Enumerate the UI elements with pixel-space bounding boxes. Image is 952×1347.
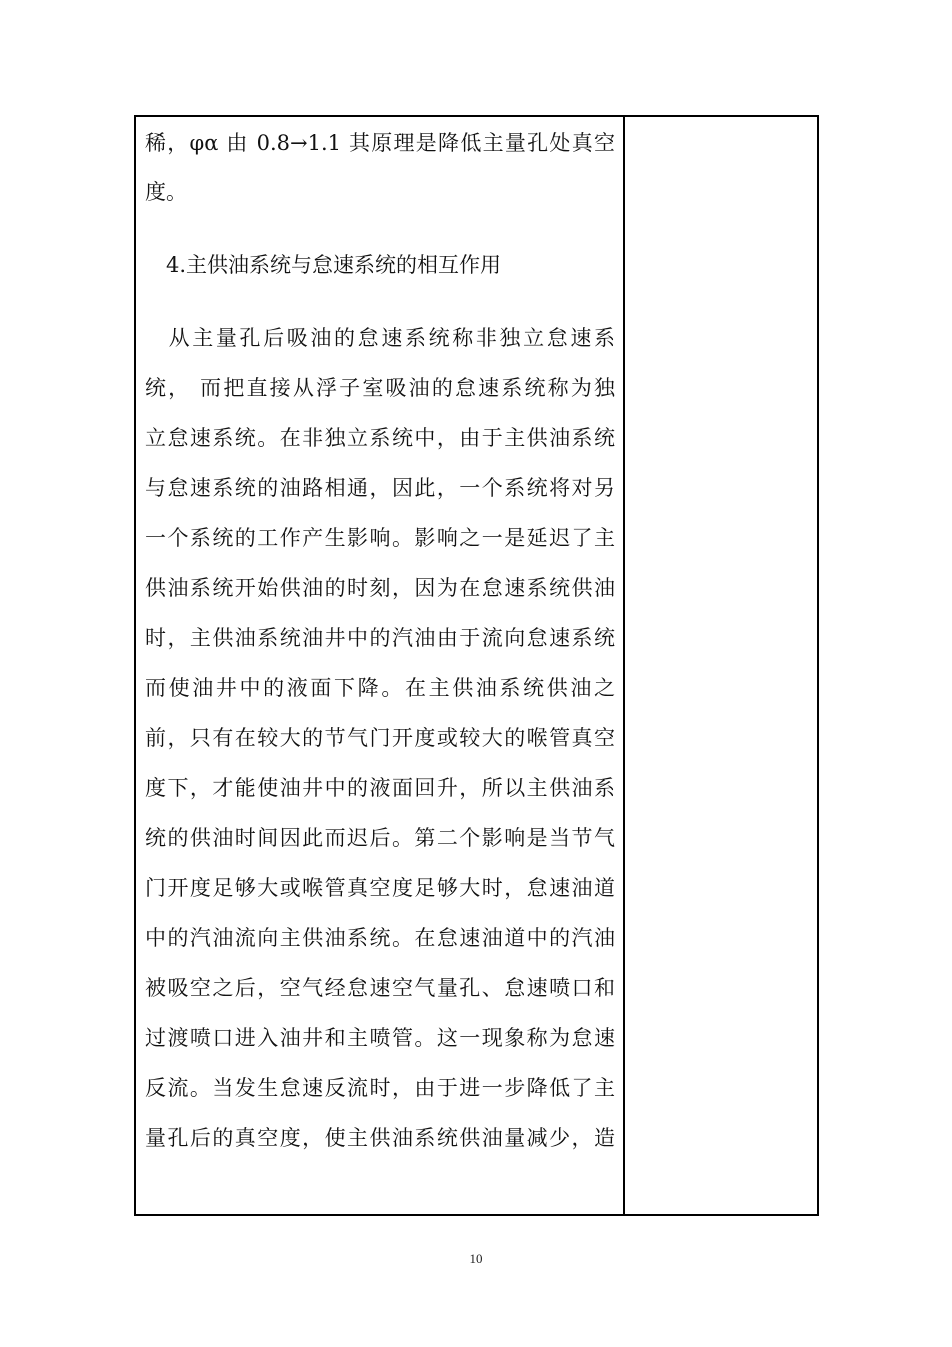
section-heading: 4.主供油系统与怠速系统的相互作用 <box>145 253 502 277</box>
text-line: 稀，φα 由 0.8→1.1 其原理是降低主量孔处真空 <box>145 131 615 155</box>
text-line: 统的供油时间因此而迟后。第二个影响是当节气 <box>145 826 615 850</box>
content-table <box>134 115 819 1216</box>
text-line: 过渡喷口进入油井和主喷管。这一现象称为怠速 <box>145 1026 615 1050</box>
text-line: 而使油井中的液面下降。在主供油系统供油之 <box>145 676 615 700</box>
text-line: 时，主供油系统油井中的汽油由于流向怠速系统 <box>145 626 615 650</box>
text-line: 前，只有在较大的节气门开度或较大的喉管真空 <box>145 726 615 750</box>
text-line: 度。 <box>145 180 187 204</box>
text-line: 量孔后的真空度，使主供油系统供油量减少，造 <box>145 1126 615 1150</box>
text-line: 被吸空之后，空气经怠速空气量孔、怠速喷口和 <box>145 976 615 1000</box>
text-line: 供油系统开始供油的时刻，因为在怠速系统供油 <box>145 576 615 600</box>
text-line: 从主量孔后吸油的怠速系统称非独立怠速系 <box>145 326 615 350</box>
text-line: 一个系统的工作产生影响。影响之一是延迟了主 <box>145 526 615 550</box>
text-line: 与怠速系统的油路相通，因此，一个系统将对另 <box>145 476 615 500</box>
text-line: 度下，才能使油井中的液面回升，所以主供油系 <box>145 776 615 800</box>
text-line: 反流。当发生怠速反流时，由于进一步降低了主 <box>145 1076 615 1100</box>
text-line: 门开度足够大或喉管真空度足够大时，怠速油道 <box>145 876 615 900</box>
text-line: 统， 而把直接从浮子室吸油的怠速系统称为独 <box>145 376 615 400</box>
text-line: 中的汽油流向主供油系统。在怠速油道中的汽油 <box>145 926 615 950</box>
page-number: 10 <box>469 1251 483 1266</box>
text-line: 立怠速系统。在非独立系统中，由于主供油系统 <box>145 426 615 450</box>
right-cell <box>625 117 817 1214</box>
